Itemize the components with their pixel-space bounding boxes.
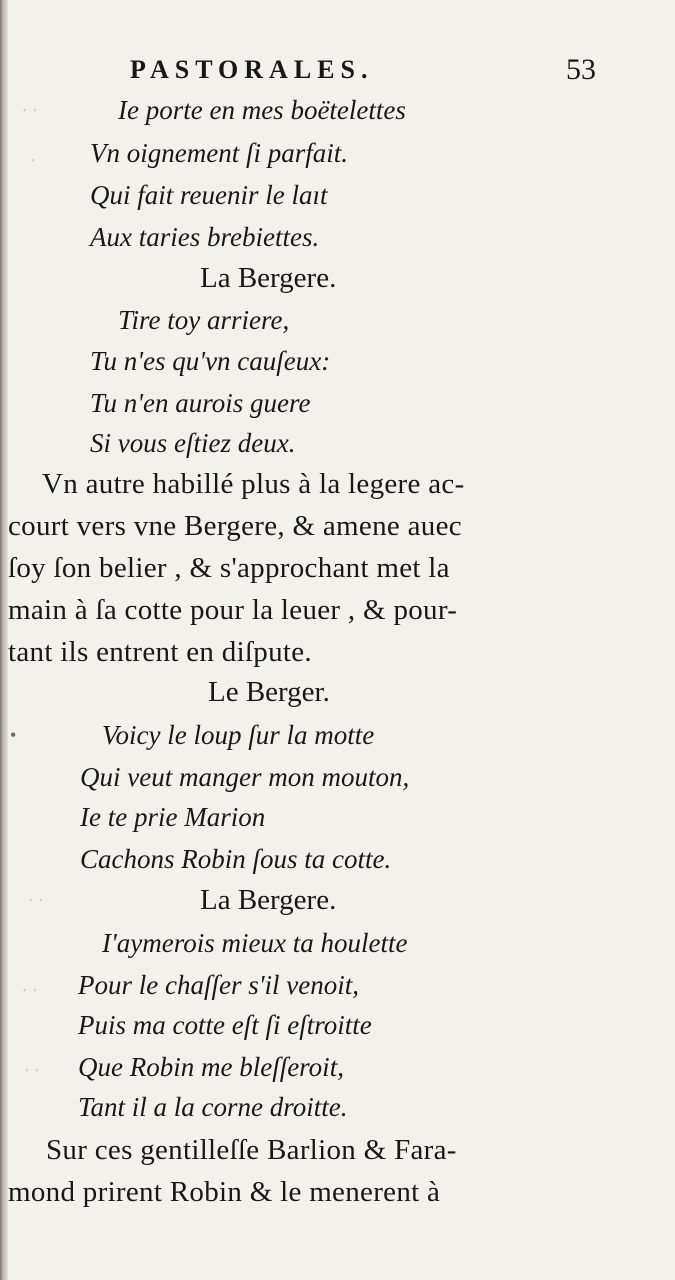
page-number: 53 [566, 53, 596, 86]
verse-line: Qui fait reuenir le laıt [90, 180, 328, 210]
prose-line: Vn autre habillé plus à la legere ac- [42, 468, 465, 500]
verse-line: Tu n'en aurois guere [90, 388, 311, 418]
verse-line: Aux taries brebiettes. [90, 222, 320, 252]
verse-line: Qui veut manger mon mouton, [80, 762, 410, 792]
verse-line: I'aymerois mieux ta houlette [102, 928, 408, 958]
show-through-mark: · · [24, 1060, 39, 1082]
verse-line: Ie porte en mes boëtelettes [118, 95, 406, 125]
page-binding-edge [0, 0, 8, 1280]
verse-line: Vn oignement ſi parfait. [90, 138, 348, 168]
prose-line: ſoy ſon belier , & s'approchant met la [8, 552, 450, 584]
verse-line: Tu n'es qu'vn cauſeux: [90, 346, 331, 376]
prose-line: main à ſa cotte pour la leuer , & pour- [8, 594, 458, 626]
verse-line: Tant il a la corne droitte. [78, 1092, 348, 1122]
speaker-heading: La Bergere. [200, 262, 337, 294]
speaker-heading: Le Berger. [208, 676, 330, 708]
verse-line: Si vous eſtiez deux. [90, 428, 296, 458]
verse-line: Pour le chaſſer s'il venoit, [78, 970, 359, 1000]
verse-line: Que Robin me bleſſeroit, [78, 1052, 344, 1082]
prose-line: mond prirent Robin & le menerent à [8, 1176, 441, 1208]
verse-line: Ie te prie Marion [80, 802, 266, 832]
verse-line: Puis ma cotte eſt ſi eſtroitte [78, 1010, 372, 1040]
show-through-mark: · · [28, 890, 43, 912]
prose-line: tant ils entrent en diſpute. [8, 636, 312, 668]
running-title: PASTORALES. [130, 55, 374, 84]
speaker-heading: La Bergere. [200, 884, 337, 916]
show-through-mark: · · [22, 100, 37, 122]
margin-dot: • [10, 725, 17, 745]
prose-line: court vers vne Bergere, & amene auec [8, 510, 462, 542]
prose-line: Sur ces gentilleſſe Barlion & Fara- [46, 1134, 457, 1166]
verse-line: Cachons Robin ſous ta cotte. [80, 844, 392, 874]
show-through-mark: · [30, 150, 35, 172]
show-through-mark: · · [22, 980, 37, 1002]
verse-line: Tire toy arriere, [118, 305, 290, 335]
verse-line: Voicy le loup ſur la motte [102, 720, 375, 750]
